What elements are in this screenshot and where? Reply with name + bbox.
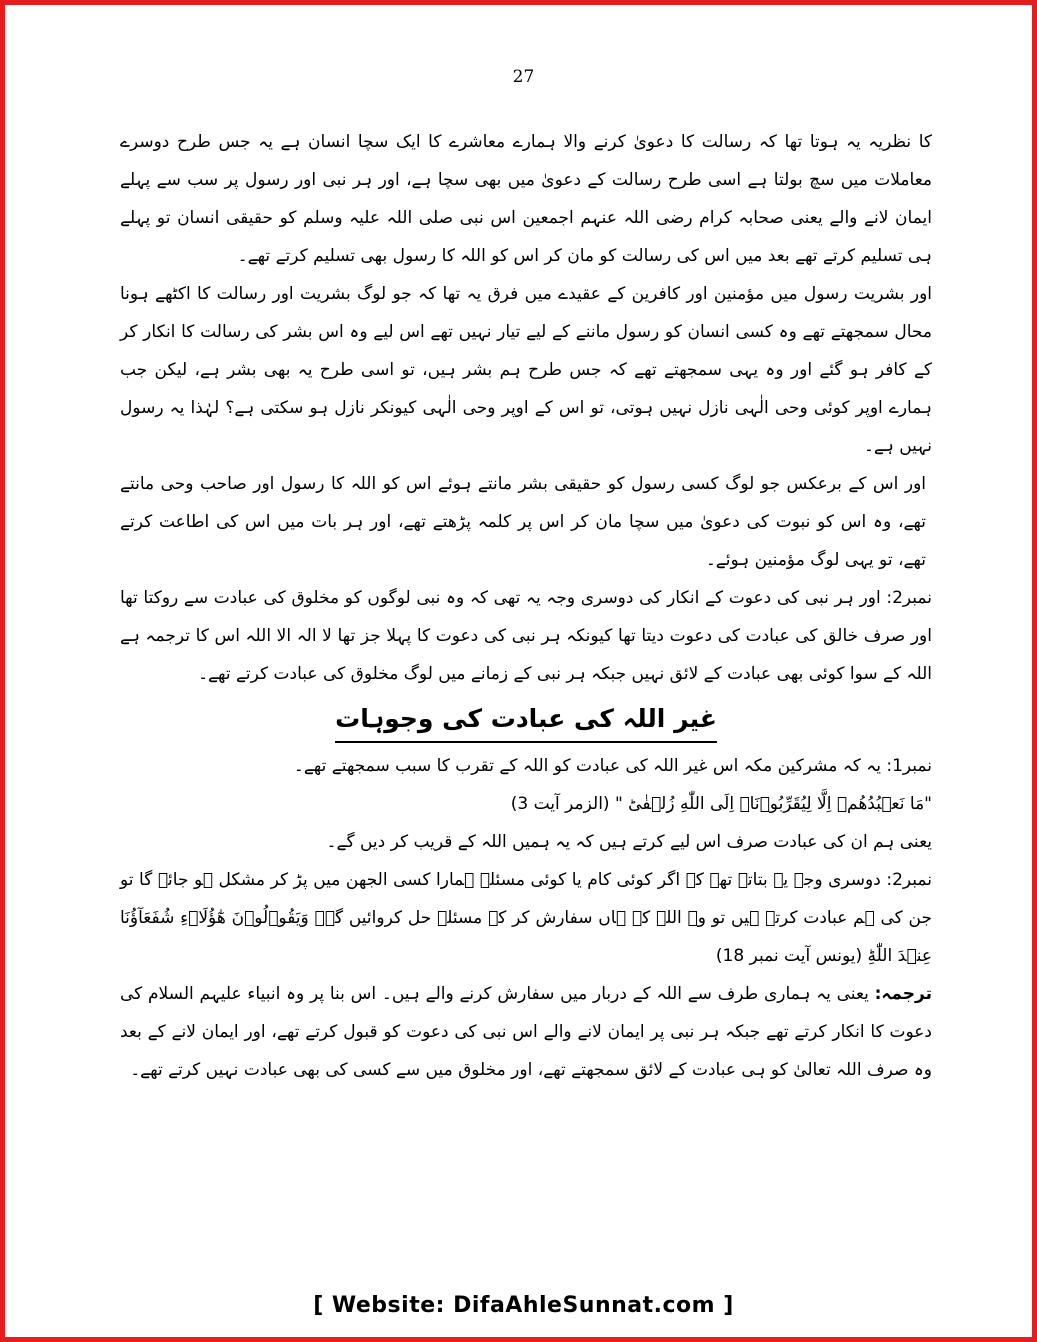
reason-1: نمبر1: یہ کہ مشرکین مکہ اس غیر اللہ کی عبادت کو اللہ کے تقرب کا سبب سمجھتے تھے۔ [293, 756, 932, 776]
section-heading [120, 699, 932, 743]
paragraph-4: نمبر2: اور ہر نبی کی دعوت کے انکار کی دوسری وجہ یہ تھی کہ وہ نبی لوگوں کو مخلوق کی عبادت سے روکتا تھا اور صرف خالق کی عبادت کی دعوت دیتا تھا کیونکہ ہر نبی کی دعوت کا پہلا جز تھا لا الہ الا اللہ اس کا ترجمہ ہے اللہ کے سوا کوئی بھی عبادت کے لائق نہیں جبکہ ہر نبی کے زمانے میں لوگ مخلوق کی عبادت کرتے تھے۔ [120, 588, 932, 684]
body-text [120, 123, 932, 1089]
translation-text: یعنی یہ ہماری طرف سے اللہ کے دربار میں سفارش کرنے والے ہیں۔ اس بنا پر وہ انبیاء علیہم السلام کی دعوت کا انکار کرتے تھے جبکہ ہر نبی پر ایمان لانے والے اس نبی کی دعوت کو قبول کرتے تھے، اور ایمان لانے کے بعد وہ صرف اللہ تعالیٰ کو ہی عبادت کے لائق سمجھتے تھے، اور مخلوق میں سے کسی کی بھی عبادت نہیں کرتے تھے۔ [120, 984, 932, 1080]
page-number: 27 [512, 67, 535, 87]
website-footer: [ Website: DifaAhleSunnat.com ] [313, 1293, 734, 1318]
reason-2: نمبر2: دوسری وجہ یہ بتاتے تھے کہ اگر کوئی کام یا کوئی مسئلہ ہمارا کسی الجھن میں پڑ کر مشکل ہو جائے گا تو جن کی ہم عبادت کرتے ہیں تو وہ اللہ کے ہاں سفارش کر کے مسئلہ حل کروائیں گے۔ وَيَقُوۡلُوۡنَ هٰٓؤُلَاۤءِ شُفَعَآؤُنَا عِنۡدَ اللّٰهِؕ (یونس آیت نمبر 18) [120, 870, 932, 966]
translation-label: ترجمہ: [874, 984, 932, 1004]
paragraph-3: اور اس کے برعکس جو لوگ کسی رسول کو حقیقی بشر مانتے ہوئے اس کو اللہ کا رسول اور صاحب وحی مانتے تھے، وہ اس کو نبوت کی دعویٰ میں سچا مان کر اس پر کلمہ پڑھتے تھے، اور ہر بات میں اس کی اطاعت کرتے تھے، تو یہی لوگ مؤمنین ہوئے۔ [120, 474, 926, 570]
quran-quote-1: "مَا نَعۡبُدُهُمۡ اِلَّا لِيُقَرِّبُوۡنَاۤ اِلَى اللّٰهِ زُلۡفٰىؕ " (الزمر آیت 3) [510, 794, 932, 814]
section-heading-text: غیر اللہ کی عبادت کی وجوہات [335, 699, 717, 743]
paragraph-2: اور بشریت رسول میں مؤمنین اور کافرین کے عقیدے میں فرق یہ تھا کہ جو لوگ بشریت اور رسالت کا اکٹھے ہونا محال سمجھتے تھے وہ کسی انسان کو رسول ماننے کے لیے تیار نہیں تھے اس لیے وہ اس بشر کی رسالت کا انکار کر کے کافر ہو گئے اور وہ یہی سمجھتے تھے کہ جس طرح ہم بشر ہیں، تو اسی طرح یہ بھی بشر ہے، لیکن جب ہمارے اوپر کوئی وحی الٰہی نازل نہیں ہوتی، تو اس کے اوپر وحی الٰہی کیونکر نازل ہو سکتی ہے؟ لہٰذا یہ رسول نہیں ہے۔ [120, 284, 932, 456]
translation-paragraph [120, 975, 932, 1089]
meaning-1: یعنی ہم ان کی عبادت صرف اس لیے کرتے ہیں کہ یہ ہمیں اللہ کے قریب کر دیں گے۔ [326, 832, 932, 852]
paragraph-1: کا نظریہ یہ ہوتا تھا کہ رسالت کا دعویٰ کرنے والا ہمارے معاشرے کا ایک سچا انسان ہے یہ جس طرح دوسرے معاملات میں سچ بولتا ہے اسی طرح رسالت کے دعویٰ میں بھی سچا ہے، اور ہر نبی اور رسول پر سب سے پہلے ایمان لانے والے یعنی صحابہ کرام رضی اللہ عنہم اجمعین اس نبی صلی اللہ علیہ وسلم کو حقیقی انسان تو پہلے ہی تسلیم کرتے تھے بعد میں اس کی رسالت کو مان کر اس کو اللہ کا رسول بھی تسلیم کرتے تھے۔ [120, 132, 932, 266]
